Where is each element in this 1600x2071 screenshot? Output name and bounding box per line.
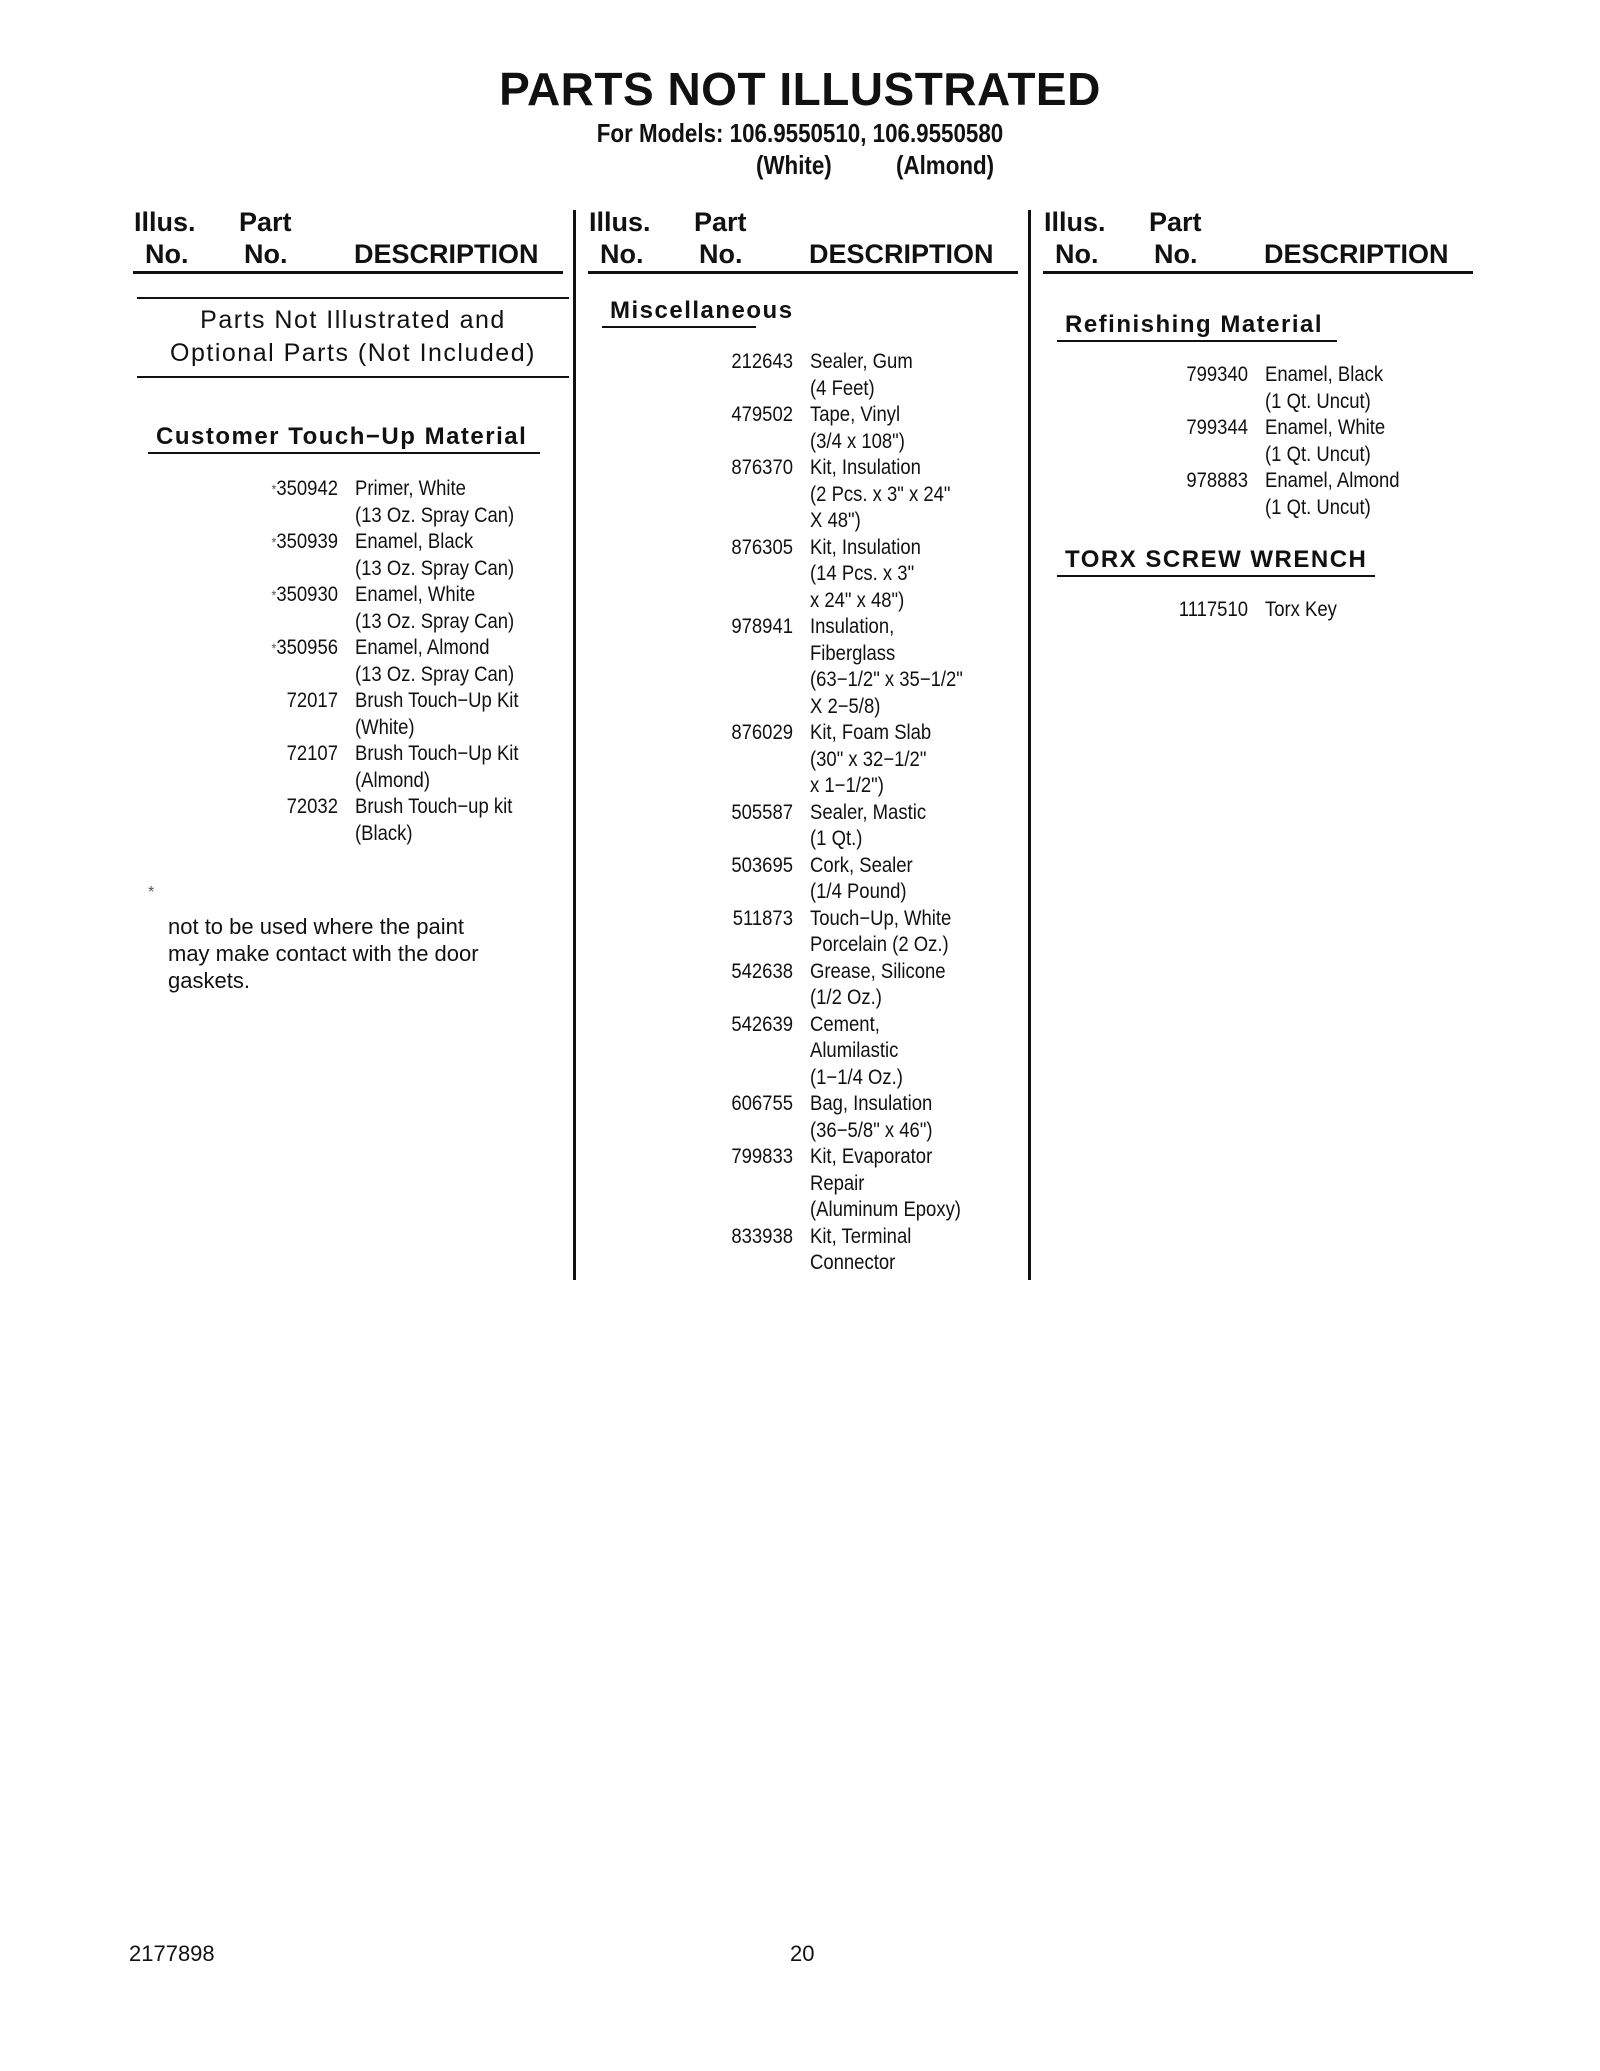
part-number [250, 794, 338, 821]
part-description [810, 800, 926, 853]
description-line: (Almond) [355, 768, 430, 792]
header-description: DESCRIPTION [354, 239, 539, 269]
part-description [810, 402, 905, 455]
part-description [810, 1012, 903, 1092]
description-line: x 24" x 48") [810, 588, 905, 612]
part-number-text: 350942 [276, 477, 338, 500]
box-line-1: Parts Not Illustrated and [200, 306, 506, 334]
header-underline [1043, 271, 1473, 274]
description-line: Brush Touch−Up Kit [355, 742, 519, 765]
part-description [810, 349, 913, 402]
part-number-text: 505587 [731, 800, 793, 824]
part-number-text: 876370 [731, 456, 793, 479]
part-number-text: 799833 [731, 1145, 793, 1168]
part-number [705, 349, 793, 376]
part-number-text: 542638 [731, 959, 793, 983]
page-number: 20 [790, 1941, 815, 1966]
part-description [1265, 468, 1400, 521]
part-number [250, 688, 338, 715]
description-line: Repair [810, 1171, 865, 1195]
part-number-text: 350930 [276, 583, 338, 606]
description-line: Primer, White [355, 477, 466, 500]
asterisk-marker: * [271, 587, 277, 603]
part-number-text: 350956 [276, 636, 338, 659]
part-description [810, 614, 963, 720]
description-line: Connector [810, 1251, 896, 1274]
header-part: Part [1149, 207, 1202, 237]
description-line: (30" x 32−1/2" [810, 747, 927, 771]
description-line: Enamel, Black [355, 530, 474, 553]
description-line: (2 Pcs. x 3" x 24" [810, 482, 951, 506]
header-description: DESCRIPTION [1264, 239, 1449, 269]
description-line: (4 Feet) [810, 376, 875, 400]
part-number [250, 635, 338, 662]
part-number-text: 799344 [1186, 416, 1248, 439]
description-line: Touch−Up, White [810, 906, 952, 930]
part-description [1265, 597, 1337, 624]
column-divider [573, 210, 576, 1280]
header-no2: No. [699, 239, 743, 269]
asterisk-marker: * [271, 640, 277, 656]
description-line: (Aluminum Epoxy) [810, 1198, 961, 1221]
part-description [355, 688, 519, 741]
description-line: (1/2 Oz.) [810, 986, 882, 1009]
description-line: Kit, Terminal [810, 1224, 912, 1248]
description-line: (1 Qt. Uncut) [1265, 495, 1371, 519]
description-line: (1/4 Pound) [810, 880, 907, 903]
header-underline [133, 271, 563, 274]
part-number [250, 741, 338, 768]
footnote-line: may make contact with the door [168, 941, 479, 966]
part-number [705, 1224, 793, 1251]
color-label-almond: (Almond) [896, 150, 995, 180]
part-number-text: 212643 [731, 350, 793, 373]
description-line: Bag, Insulation [810, 1092, 933, 1115]
description-line: (13 Oz. Spray Can) [355, 609, 515, 633]
footnote-line: gaskets. [168, 968, 250, 993]
box-top-rule [137, 297, 569, 299]
part-number [705, 853, 793, 880]
page-title: PARTS NOT ILLUSTRATED [499, 63, 1101, 115]
part-description [355, 741, 519, 794]
part-description [355, 794, 512, 847]
description-line: (3/4 x 108") [810, 429, 905, 453]
footnote-asterisk: * [148, 884, 155, 901]
part-number-text: 72017 [286, 689, 338, 712]
description-line: (13 Oz. Spray Can) [355, 662, 515, 686]
description-line: Kit, Foam Slab [810, 721, 932, 744]
section-underline [602, 326, 756, 328]
section-title-torx: TORX SCREW WRENCH [1065, 546, 1368, 573]
part-number [705, 800, 793, 827]
header-no2: No. [244, 239, 288, 269]
description-line: (13 Oz. Spray Can) [355, 503, 515, 527]
description-line: Grease, Silicone [810, 959, 946, 983]
description-line: Sealer, Gum [810, 350, 913, 373]
description-line: Enamel, White [355, 583, 476, 606]
part-number-text: 606755 [731, 1092, 793, 1115]
part-number [705, 455, 793, 482]
description-line: (36−5/8" x 46") [810, 1118, 933, 1142]
part-number [705, 614, 793, 641]
header-part: Part [239, 207, 292, 237]
section-title-refinishing: Refinishing Material [1065, 311, 1324, 338]
part-number [705, 402, 793, 429]
part-description [810, 906, 951, 959]
description-line: (63−1/2" x 35−1/2" [810, 668, 963, 691]
part-number-text: 978883 [1186, 469, 1248, 492]
part-number-text: 350939 [276, 530, 338, 553]
description-line: (White) [355, 715, 415, 739]
part-number [1160, 468, 1248, 495]
description-line: x 1−1/2") [810, 774, 884, 797]
part-number-text: 876029 [731, 721, 793, 744]
asterisk-marker: * [271, 481, 277, 497]
column-divider [1028, 210, 1031, 1280]
section-underline [1057, 575, 1375, 577]
description-line: Kit, Evaporator [810, 1145, 933, 1168]
description-line: Insulation, [810, 615, 895, 638]
part-description [355, 476, 514, 529]
part-number-text: 978941 [731, 615, 793, 638]
description-line: X 48") [810, 509, 861, 532]
asterisk-marker: * [271, 534, 277, 550]
color-label-white: (White) [756, 150, 832, 180]
description-line: Sealer, Mastic [810, 800, 927, 824]
part-description [810, 535, 921, 615]
description-line: (1−1/4 Oz.) [810, 1065, 903, 1089]
description-line: Kit, Insulation [810, 456, 921, 479]
page-subtitle: For Models: 106.9550510, 106.9550580 [596, 118, 1004, 148]
part-description [810, 853, 913, 906]
section-title-miscellaneous: Miscellaneous [610, 297, 794, 324]
description-line: Enamel, Almond [355, 636, 490, 659]
part-number-text: 833938 [731, 1224, 793, 1248]
header-illus: Illus. [589, 207, 651, 237]
description-line: (1 Qt.) [810, 827, 863, 850]
section-underline [148, 452, 540, 454]
section-title-touch-up: Customer Touch−Up Material [156, 423, 528, 450]
description-line: Enamel, Black [1265, 363, 1384, 386]
part-description [810, 720, 931, 800]
part-number-text: 876305 [731, 535, 793, 559]
description-line: (1 Qt. Uncut) [1265, 442, 1371, 466]
document-number: 2177898 [129, 1941, 215, 1966]
part-number-text: 511873 [732, 906, 793, 930]
description-line: Cement, [810, 1012, 880, 1036]
part-number [705, 1012, 793, 1039]
header-no: No. [145, 239, 189, 269]
box-bottom-rule [137, 376, 569, 378]
part-number-text: 799340 [1186, 363, 1248, 386]
description-line: (Black) [355, 821, 413, 845]
part-number [1160, 362, 1248, 389]
part-number-text: 72032 [286, 795, 338, 818]
part-description [355, 582, 514, 635]
part-description [810, 1224, 911, 1277]
description-line: Brush Touch−up kit [355, 795, 513, 818]
part-number [705, 720, 793, 747]
header-no: No. [600, 239, 644, 269]
part-number [250, 476, 338, 503]
header-no: No. [1055, 239, 1099, 269]
part-description [1265, 415, 1385, 468]
part-number-text: 503695 [731, 853, 793, 877]
description-line: Brush Touch−Up Kit [355, 689, 519, 712]
description-line: Enamel, White [1265, 416, 1386, 439]
description-line: Porcelain (2 Oz.) [810, 933, 949, 956]
part-description [810, 959, 946, 1012]
header-illus: Illus. [134, 207, 196, 237]
part-description [810, 455, 950, 535]
part-number [1160, 597, 1248, 624]
header-underline [588, 271, 1018, 274]
description-line: Fiberglass [810, 641, 896, 665]
part-number [1160, 415, 1248, 442]
part-number [705, 535, 793, 562]
description-line: Cork, Sealer [810, 853, 913, 877]
part-number [250, 529, 338, 556]
part-number [705, 906, 793, 933]
part-number [705, 1144, 793, 1171]
part-description [355, 635, 514, 688]
description-line: (1 Qt. Uncut) [1265, 389, 1371, 413]
part-number-text: 542639 [731, 1012, 793, 1036]
description-line: Tape, Vinyl [810, 403, 901, 426]
part-number-text: 72107 [286, 742, 338, 765]
part-number [705, 959, 793, 986]
description-line: Torx Key [1265, 598, 1337, 621]
description-line: X 2−5/8) [810, 694, 881, 718]
section-underline [1057, 340, 1337, 342]
description-line: (14 Pcs. x 3" [810, 562, 915, 585]
part-number-text: 479502 [731, 403, 793, 426]
part-number [705, 1091, 793, 1118]
part-description [355, 529, 514, 582]
header-no2: No. [1154, 239, 1198, 269]
header-description: DESCRIPTION [809, 239, 994, 269]
box-line-2: Optional Parts (Not Included) [170, 339, 536, 367]
part-number-text: 1117510 [1178, 598, 1248, 621]
description-line: (13 Oz. Spray Can) [355, 556, 515, 580]
description-line: Alumilastic [810, 1039, 899, 1062]
footnote-line: not to be used where the paint [168, 914, 464, 939]
part-description [810, 1144, 961, 1224]
description-line: Kit, Insulation [810, 535, 921, 559]
header-illus: Illus. [1044, 207, 1106, 237]
part-number [250, 582, 338, 609]
footnote-text [168, 913, 479, 994]
part-description [1265, 362, 1383, 415]
header-part: Part [694, 207, 747, 237]
part-description [810, 1091, 933, 1144]
description-line: Enamel, Almond [1265, 469, 1400, 492]
